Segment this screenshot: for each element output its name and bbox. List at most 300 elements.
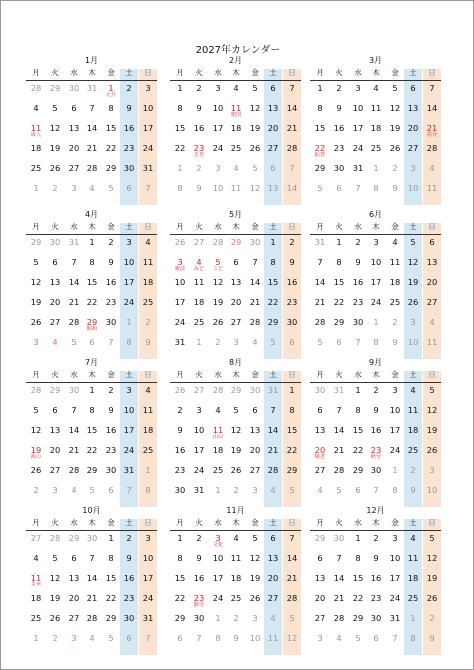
day-cell: 5 [392, 83, 398, 93]
day-cell: 21 [426, 123, 438, 133]
day-cell: 30 [333, 533, 345, 543]
day-cell: 2 [126, 533, 132, 543]
day-cell: 15 [105, 123, 117, 133]
day-cell: 2 [126, 83, 132, 93]
weekday-header: 土 [409, 518, 417, 527]
day-cell: 21 [68, 445, 80, 455]
day-cell: 12 [49, 573, 61, 583]
day-cell: 6 [336, 337, 342, 347]
day-cell: 27 [314, 613, 326, 623]
day-cell: 7 [252, 257, 258, 267]
day-cell: 15 [314, 123, 326, 133]
day-cell: 18 [142, 425, 154, 435]
day-cell: 1 [215, 485, 221, 495]
day-cell: 4 [317, 485, 323, 495]
day-cell: 19 [249, 123, 261, 133]
weekday-header: 日 [428, 222, 436, 231]
header-rule [170, 382, 301, 383]
day-cell: 6 [317, 553, 323, 563]
day-cell: 22 [314, 143, 326, 153]
day-cell: 26 [389, 143, 401, 153]
day-cell: 13 [230, 277, 242, 287]
holiday-name: 憲法 [174, 266, 186, 272]
day-cell: 28 [212, 237, 224, 247]
day-cell: 29 [314, 163, 326, 173]
day-cell: 5 [336, 485, 342, 495]
day-cell: 27 [68, 613, 80, 623]
day-cell: 22 [286, 445, 298, 455]
header-rule [310, 234, 441, 235]
day-cell: 20 [314, 445, 326, 455]
day-cell: 15 [86, 425, 98, 435]
weekday-header: 日 [288, 222, 296, 231]
day-cell: 28 [86, 613, 98, 623]
weekday-header: 土 [409, 222, 417, 231]
day-cell: 20 [68, 143, 80, 153]
day-cell: 19 [49, 593, 61, 603]
month-block [26, 209, 157, 361]
day-cell: 9 [108, 405, 114, 415]
holiday-name: 天皇 [193, 152, 205, 158]
day-cell: 10 [389, 405, 401, 415]
day-cell: 1 [355, 385, 361, 395]
day-cell: 6 [373, 633, 379, 643]
day-cell: 11 [389, 257, 401, 267]
day-cell: 18 [407, 573, 419, 583]
day-cell: 5 [108, 183, 114, 193]
day-cell: 14 [86, 573, 98, 583]
day-cell: 7 [355, 183, 361, 193]
weekday-header: 火 [51, 370, 59, 379]
weekday-header: 金 [107, 68, 115, 77]
day-cell: 4 [33, 103, 39, 113]
day-cell: 6 [289, 337, 295, 347]
day-cell: 6 [71, 553, 77, 563]
day-cell: 19 [30, 445, 42, 455]
day-cell: 28 [212, 385, 224, 395]
day-cell: 30 [352, 317, 364, 327]
day-cell: 30 [49, 237, 61, 247]
day-cell: 6 [108, 485, 114, 495]
holiday-name: スポ [30, 582, 42, 588]
day-cell: 4 [233, 533, 239, 543]
day-cell: 31 [174, 337, 186, 347]
day-cell: 11 [142, 405, 154, 415]
day-cell: 18 [407, 425, 419, 435]
day-cell: 20 [267, 123, 279, 133]
day-cell: 15 [174, 123, 186, 133]
day-cell: 17 [212, 573, 224, 583]
day-cell: 7 [289, 163, 295, 173]
day-cell: 5 [252, 83, 258, 93]
day-cell: 4 [233, 163, 239, 173]
holiday-name: みど [193, 266, 205, 272]
month-block [170, 55, 301, 207]
day-cell: 2 [410, 465, 416, 475]
day-cell: 13 [267, 183, 279, 193]
day-cell: 29 [230, 385, 242, 395]
weekday-header: 木 [88, 68, 96, 77]
day-cell: 17 [370, 277, 382, 287]
day-cell: 25 [30, 163, 42, 173]
day-cell: 22 [105, 143, 117, 153]
weekday-header: 火 [195, 68, 203, 77]
day-cell: 18 [389, 277, 401, 287]
day-cell: 17 [142, 123, 154, 133]
day-cell: 12 [49, 123, 61, 133]
month-title: 1月 [84, 56, 99, 65]
day-cell: 22 [174, 593, 186, 603]
day-cell: 4 [410, 385, 416, 395]
day-cell: 1 [373, 317, 379, 327]
day-cell: 5 [52, 553, 58, 563]
day-cell: 25 [370, 143, 382, 153]
day-cell: 12 [407, 257, 419, 267]
day-cell: 28 [286, 143, 298, 153]
day-cell: 21 [86, 143, 98, 153]
day-cell: 2 [233, 485, 239, 495]
day-cell: 1 [108, 533, 114, 543]
day-cell: 7 [145, 633, 151, 643]
weekday-header: 水 [354, 222, 362, 231]
day-cell: 11 [426, 337, 438, 347]
day-cell: 11 [230, 183, 242, 193]
day-cell: 10 [212, 553, 224, 563]
day-cell: 5 [289, 613, 295, 623]
day-cell: 7 [317, 257, 323, 267]
day-cell: 17 [352, 123, 364, 133]
weekday-header: 月 [32, 222, 40, 231]
day-cell: 27 [267, 143, 279, 153]
weekday-header: 木 [372, 518, 380, 527]
day-cell: 10 [352, 103, 364, 113]
day-cell: 26 [426, 593, 438, 603]
day-cell: 7 [89, 103, 95, 113]
day-cell: 19 [389, 123, 401, 133]
header-rule [26, 234, 157, 235]
day-cell: 6 [410, 83, 416, 93]
day-cell: 8 [89, 405, 95, 415]
day-cell: 14 [267, 425, 279, 435]
month-block [310, 55, 441, 207]
day-cell: 10 [370, 257, 382, 267]
day-cell: 25 [142, 297, 154, 307]
day-cell: 26 [212, 317, 224, 327]
day-cell: 10 [193, 425, 205, 435]
day-cell: 29 [333, 317, 345, 327]
day-cell: 8 [317, 103, 323, 113]
day-cell: 25 [407, 445, 419, 455]
day-cell: 22 [267, 297, 279, 307]
day-cell: 29 [230, 237, 242, 247]
day-cell: 1 [392, 465, 398, 475]
weekday-header: 月 [32, 68, 40, 77]
day-cell: 14 [314, 277, 326, 287]
day-cell: 10 [123, 405, 135, 415]
day-cell: 7 [373, 485, 379, 495]
day-cell: 9 [429, 633, 435, 643]
day-cell: 9 [126, 553, 132, 563]
day-cell: 8 [392, 485, 398, 495]
day-cell: 30 [174, 485, 186, 495]
day-cell: 1 [33, 633, 39, 643]
day-cell: 30 [105, 317, 117, 327]
day-cell: 3 [373, 237, 379, 247]
day-cell: 16 [123, 123, 135, 133]
day-cell: 2 [289, 237, 295, 247]
day-cell: 12 [230, 425, 242, 435]
day-cell: 10 [407, 337, 419, 347]
day-cell: 2 [392, 163, 398, 173]
day-cell: 22 [333, 297, 345, 307]
day-cell: 2 [108, 385, 114, 395]
day-cell: 17 [123, 277, 135, 287]
weekday-header: 金 [251, 222, 259, 231]
day-cell: 24 [193, 465, 205, 475]
weekday-header: 月 [32, 370, 40, 379]
day-cell: 10 [249, 633, 261, 643]
day-cell: 30 [286, 317, 298, 327]
day-cell: 3 [392, 533, 398, 543]
weekday-header: 火 [195, 370, 203, 379]
weekday-header: 金 [391, 370, 399, 379]
day-cell: 19 [426, 425, 438, 435]
day-cell: 12 [389, 103, 401, 113]
day-cell: 2 [233, 613, 239, 623]
day-cell: 10 [407, 183, 419, 193]
day-cell: 1 [33, 183, 39, 193]
day-cell: 8 [289, 405, 295, 415]
day-cell: 17 [389, 573, 401, 583]
month-block [26, 55, 157, 207]
day-cell: 19 [30, 297, 42, 307]
day-cell: 16 [123, 573, 135, 583]
day-cell: 5 [233, 405, 239, 415]
weekday-header: 火 [195, 518, 203, 527]
day-cell: 4 [429, 163, 435, 173]
day-cell: 29 [314, 533, 326, 543]
day-cell: 17 [389, 425, 401, 435]
day-cell: 1 [355, 533, 361, 543]
day-cell: 31 [86, 83, 98, 93]
day-cell: 5 [33, 405, 39, 415]
day-cell: 5 [252, 533, 258, 543]
day-cell: 27 [230, 317, 242, 327]
weekday-header: 土 [269, 68, 277, 77]
day-cell: 18 [30, 143, 42, 153]
day-cell: 31 [352, 163, 364, 173]
day-cell: 30 [314, 385, 326, 395]
weekday-header: 土 [409, 68, 417, 77]
day-cell: 1 [289, 385, 295, 395]
day-cell: 31 [267, 385, 279, 395]
day-cell: 9 [336, 103, 342, 113]
holiday-name: 山の [212, 434, 224, 440]
day-cell: 9 [373, 553, 379, 563]
day-cell: 22 [86, 297, 98, 307]
day-cell: 27 [193, 237, 205, 247]
day-cell: 22 [86, 445, 98, 455]
day-cell: 23 [352, 297, 364, 307]
weekday-header: 土 [269, 518, 277, 527]
day-cell: 15 [267, 277, 279, 287]
month-title: 6月 [368, 210, 383, 219]
day-cell: 5 [270, 337, 276, 347]
day-cell: 24 [389, 445, 401, 455]
weekday-header: 月 [176, 68, 184, 77]
day-cell: 3 [317, 633, 323, 643]
day-cell: 21 [68, 297, 80, 307]
day-cell: 16 [370, 425, 382, 435]
day-cell: 24 [212, 143, 224, 153]
day-cell: 4 [71, 485, 77, 495]
day-cell: 10 [142, 103, 154, 113]
day-cell: 6 [270, 83, 276, 93]
day-cell: 2 [196, 533, 202, 543]
day-cell: 30 [123, 613, 135, 623]
day-cell: 20 [49, 445, 61, 455]
day-cell: 29 [68, 533, 80, 543]
weekday-header: 月 [316, 370, 324, 379]
weekday-header: 火 [335, 370, 343, 379]
day-cell: 27 [314, 465, 326, 475]
day-cell: 20 [249, 445, 261, 455]
day-cell: 1 [317, 83, 323, 93]
day-cell: 9 [373, 405, 379, 415]
day-cell: 1 [410, 613, 416, 623]
day-cell: 12 [426, 553, 438, 563]
day-cell: 9 [126, 103, 132, 113]
day-cell: 13 [267, 553, 279, 563]
day-cell: 7 [289, 83, 295, 93]
day-cell: 24 [174, 317, 186, 327]
day-cell: 7 [126, 485, 132, 495]
day-cell: 15 [352, 425, 364, 435]
weekday-header: 水 [354, 370, 362, 379]
day-cell: 8 [145, 485, 151, 495]
day-cell: 18 [230, 573, 242, 583]
weekday-header: 金 [251, 68, 259, 77]
month-block [170, 209, 301, 361]
day-cell: 11 [142, 257, 154, 267]
day-cell: 3 [71, 183, 77, 193]
day-cell: 28 [426, 143, 438, 153]
day-cell: 27 [49, 465, 61, 475]
weekday-header: 金 [107, 518, 115, 527]
day-cell: 9 [289, 257, 295, 267]
day-cell: 19 [230, 445, 242, 455]
day-cell: 26 [49, 163, 61, 173]
day-cell: 11 [230, 103, 242, 113]
day-cell: 1 [89, 237, 95, 247]
weekday-header: 日 [428, 68, 436, 77]
day-cell: 12 [212, 277, 224, 287]
holiday-name: 建国 [230, 112, 242, 118]
day-cell: 6 [336, 183, 342, 193]
day-cell: 12 [426, 405, 438, 415]
day-cell: 27 [249, 465, 261, 475]
day-cell: 29 [286, 465, 298, 475]
day-cell: 23 [123, 593, 135, 603]
day-cell: 8 [373, 337, 379, 347]
month-title: 8月 [228, 358, 243, 367]
day-cell: 10 [426, 485, 438, 495]
weekday-header: 土 [125, 68, 133, 77]
day-cell: 17 [193, 445, 205, 455]
month-title: 4月 [84, 210, 99, 219]
weekday-header: 水 [214, 68, 222, 77]
day-cell: 16 [333, 123, 345, 133]
day-cell: 7 [71, 257, 77, 267]
weekday-header: 火 [51, 68, 59, 77]
day-cell: 23 [123, 143, 135, 153]
holiday-name: こど [212, 266, 224, 272]
day-cell: 21 [286, 573, 298, 583]
day-cell: 14 [86, 123, 98, 133]
day-cell: 8 [108, 103, 114, 113]
weekday-header: 水 [354, 68, 362, 77]
day-cell: 25 [407, 593, 419, 603]
day-cell: 7 [289, 533, 295, 543]
day-cell: 5 [71, 337, 77, 347]
day-cell: 4 [89, 183, 95, 193]
holiday-name: 文化 [212, 542, 224, 548]
day-cell: 26 [174, 237, 186, 247]
weekday-header: 金 [391, 68, 399, 77]
weekday-header: 日 [144, 518, 152, 527]
weekday-header: 水 [70, 222, 78, 231]
day-cell: 1 [177, 163, 183, 173]
holiday-name: 昭和 [86, 326, 98, 332]
day-cell: 8 [177, 183, 183, 193]
day-cell: 7 [71, 405, 77, 415]
day-cell: 29 [86, 317, 98, 327]
day-cell: 18 [212, 445, 224, 455]
day-cell: 10 [389, 553, 401, 563]
day-cell: 16 [105, 425, 117, 435]
day-cell: 1 [108, 83, 114, 93]
day-cell: 30 [249, 237, 261, 247]
day-cell: 9 [196, 183, 202, 193]
day-cell: 9 [392, 337, 398, 347]
day-cell: 5 [33, 257, 39, 267]
day-cell: 16 [370, 573, 382, 583]
weekday-header: 木 [372, 68, 380, 77]
day-cell: 7 [108, 337, 114, 347]
holiday-name: 成人 [30, 132, 42, 138]
holiday-name: 振替 [314, 152, 326, 158]
day-cell: 25 [389, 297, 401, 307]
month-title: 3月 [368, 56, 383, 65]
page-title: 2027年カレンダー [195, 45, 281, 56]
day-cell: 14 [333, 573, 345, 583]
day-cell: 3 [33, 337, 39, 347]
day-cell: 21 [86, 593, 98, 603]
day-cell: 27 [426, 297, 438, 307]
day-cell: 3 [252, 485, 258, 495]
day-cell: 2 [215, 337, 221, 347]
day-cell: 4 [252, 337, 258, 347]
day-cell: 5 [410, 237, 416, 247]
day-cell: 6 [270, 533, 276, 543]
day-cell: 15 [105, 573, 117, 583]
weekday-header: 木 [372, 370, 380, 379]
day-cell: 19 [49, 143, 61, 153]
day-cell: 31 [142, 163, 154, 173]
day-cell: 17 [174, 297, 186, 307]
day-cell: 28 [30, 83, 42, 93]
day-cell: 26 [426, 445, 438, 455]
